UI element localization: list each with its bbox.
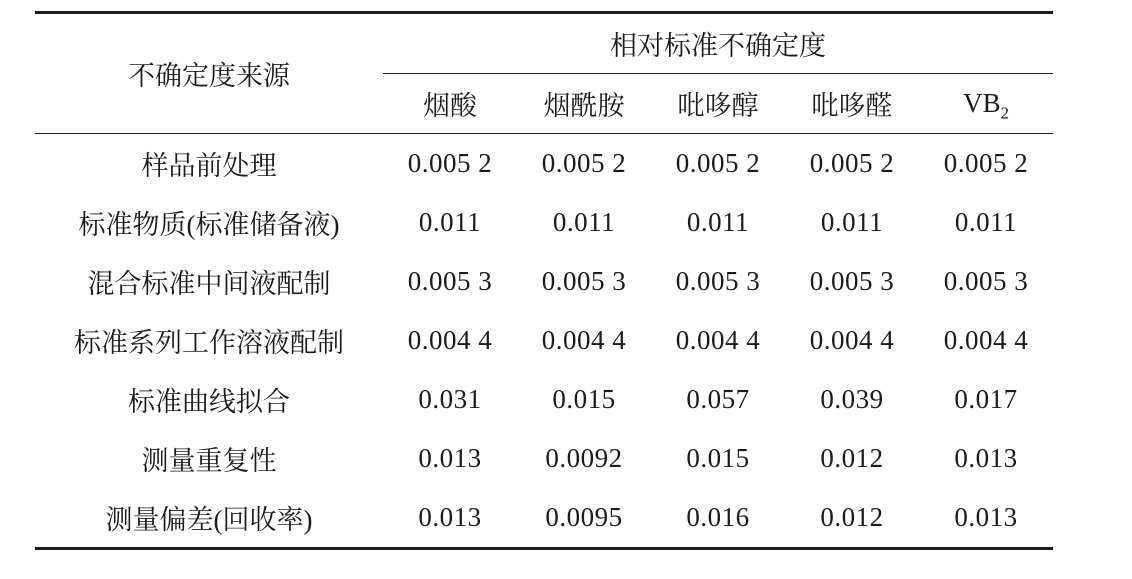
row-label-sample-pretreatment: 样品前处理 bbox=[141, 151, 277, 181]
row-label-standard-substance: 标准物质(标准储备液) bbox=[78, 210, 340, 240]
analyte-subscript: 2 bbox=[1000, 103, 1009, 123]
row-label-measurement-repeatability: 测量重复性 bbox=[141, 446, 277, 476]
column-header-vb2 bbox=[919, 74, 1053, 134]
row-label-measurement-bias-recovery: 测量偏差(回收率) bbox=[105, 505, 313, 535]
cell-value: 0.0092 bbox=[545, 443, 623, 473]
cell-value: 0.004 4 bbox=[541, 325, 627, 355]
cell-value: 0.004 4 bbox=[809, 325, 895, 355]
cell-value: 0.012 bbox=[820, 502, 884, 532]
cell-value: 0.004 4 bbox=[943, 325, 1029, 355]
row-label-mixed-standard-intermediate: 混合标准中间液配制 bbox=[87, 269, 331, 299]
table-row bbox=[35, 429, 1053, 488]
cell-value: 0.005 2 bbox=[809, 148, 895, 178]
header-row-group bbox=[35, 13, 1053, 74]
cell-value: 0.0095 bbox=[545, 502, 623, 532]
cell-value: 0.011 bbox=[418, 207, 482, 237]
cell-value: 0.016 bbox=[686, 502, 750, 532]
uncertainty-sources-table bbox=[35, 11, 1053, 550]
column-header-uncertainty-source: 不确定度来源 bbox=[35, 13, 383, 134]
cell-value: 0.005 2 bbox=[675, 148, 761, 178]
cell-value: 0.013 bbox=[418, 502, 482, 532]
cell-value: 0.031 bbox=[418, 384, 482, 414]
analyte-label: 吡哆醛 bbox=[811, 91, 893, 121]
row-label-standard-series-working-solution: 标准系列工作溶液配制 bbox=[74, 328, 344, 358]
cell-value: 0.015 bbox=[686, 443, 750, 473]
cell-value: 0.013 bbox=[954, 443, 1018, 473]
analyte-label: 吡哆醇 bbox=[677, 91, 759, 121]
cell-value: 0.005 3 bbox=[675, 266, 761, 296]
cell-value: 0.004 4 bbox=[407, 325, 493, 355]
cell-value: 0.011 bbox=[954, 207, 1018, 237]
column-group-header-relative-standard-uncertainty: 相对标准不确定度 bbox=[383, 13, 1053, 74]
cell-value: 0.011 bbox=[552, 207, 616, 237]
table-row bbox=[35, 488, 1053, 549]
cell-value: 0.039 bbox=[820, 384, 884, 414]
analyte-label: 烟酰胺 bbox=[543, 91, 625, 121]
cell-value: 0.005 3 bbox=[407, 266, 493, 296]
cell-value: 0.004 4 bbox=[675, 325, 761, 355]
table-row bbox=[35, 370, 1053, 429]
column-header-pyridoxal bbox=[785, 74, 919, 134]
cell-value: 0.011 bbox=[820, 207, 884, 237]
cell-value: 0.015 bbox=[552, 384, 616, 414]
table-row bbox=[35, 311, 1053, 370]
column-header-niacin bbox=[383, 74, 517, 134]
cell-value: 0.011 bbox=[686, 207, 750, 237]
cell-value: 0.005 2 bbox=[541, 148, 627, 178]
cell-value: 0.012 bbox=[820, 443, 884, 473]
cell-value: 0.057 bbox=[686, 384, 750, 414]
table-row bbox=[35, 252, 1053, 311]
table-row bbox=[35, 193, 1053, 252]
cell-value: 0.005 3 bbox=[541, 266, 627, 296]
cell-value: 0.013 bbox=[418, 443, 482, 473]
cell-value: 0.013 bbox=[954, 502, 1018, 532]
table-row bbox=[35, 134, 1053, 194]
cell-value: 0.005 3 bbox=[809, 266, 895, 296]
analyte-label: 烟酸 bbox=[423, 91, 477, 121]
column-header-nicotinamide bbox=[517, 74, 651, 134]
cell-value: 0.005 2 bbox=[943, 148, 1029, 178]
row-label-standard-curve-fitting: 标准曲线拟合 bbox=[128, 387, 290, 417]
cell-value: 0.005 3 bbox=[943, 266, 1029, 296]
cell-value: 0.005 2 bbox=[407, 148, 493, 178]
analyte-label: VB bbox=[963, 88, 1001, 118]
column-header-pyridoxine bbox=[651, 74, 785, 134]
cell-value: 0.017 bbox=[954, 384, 1018, 414]
